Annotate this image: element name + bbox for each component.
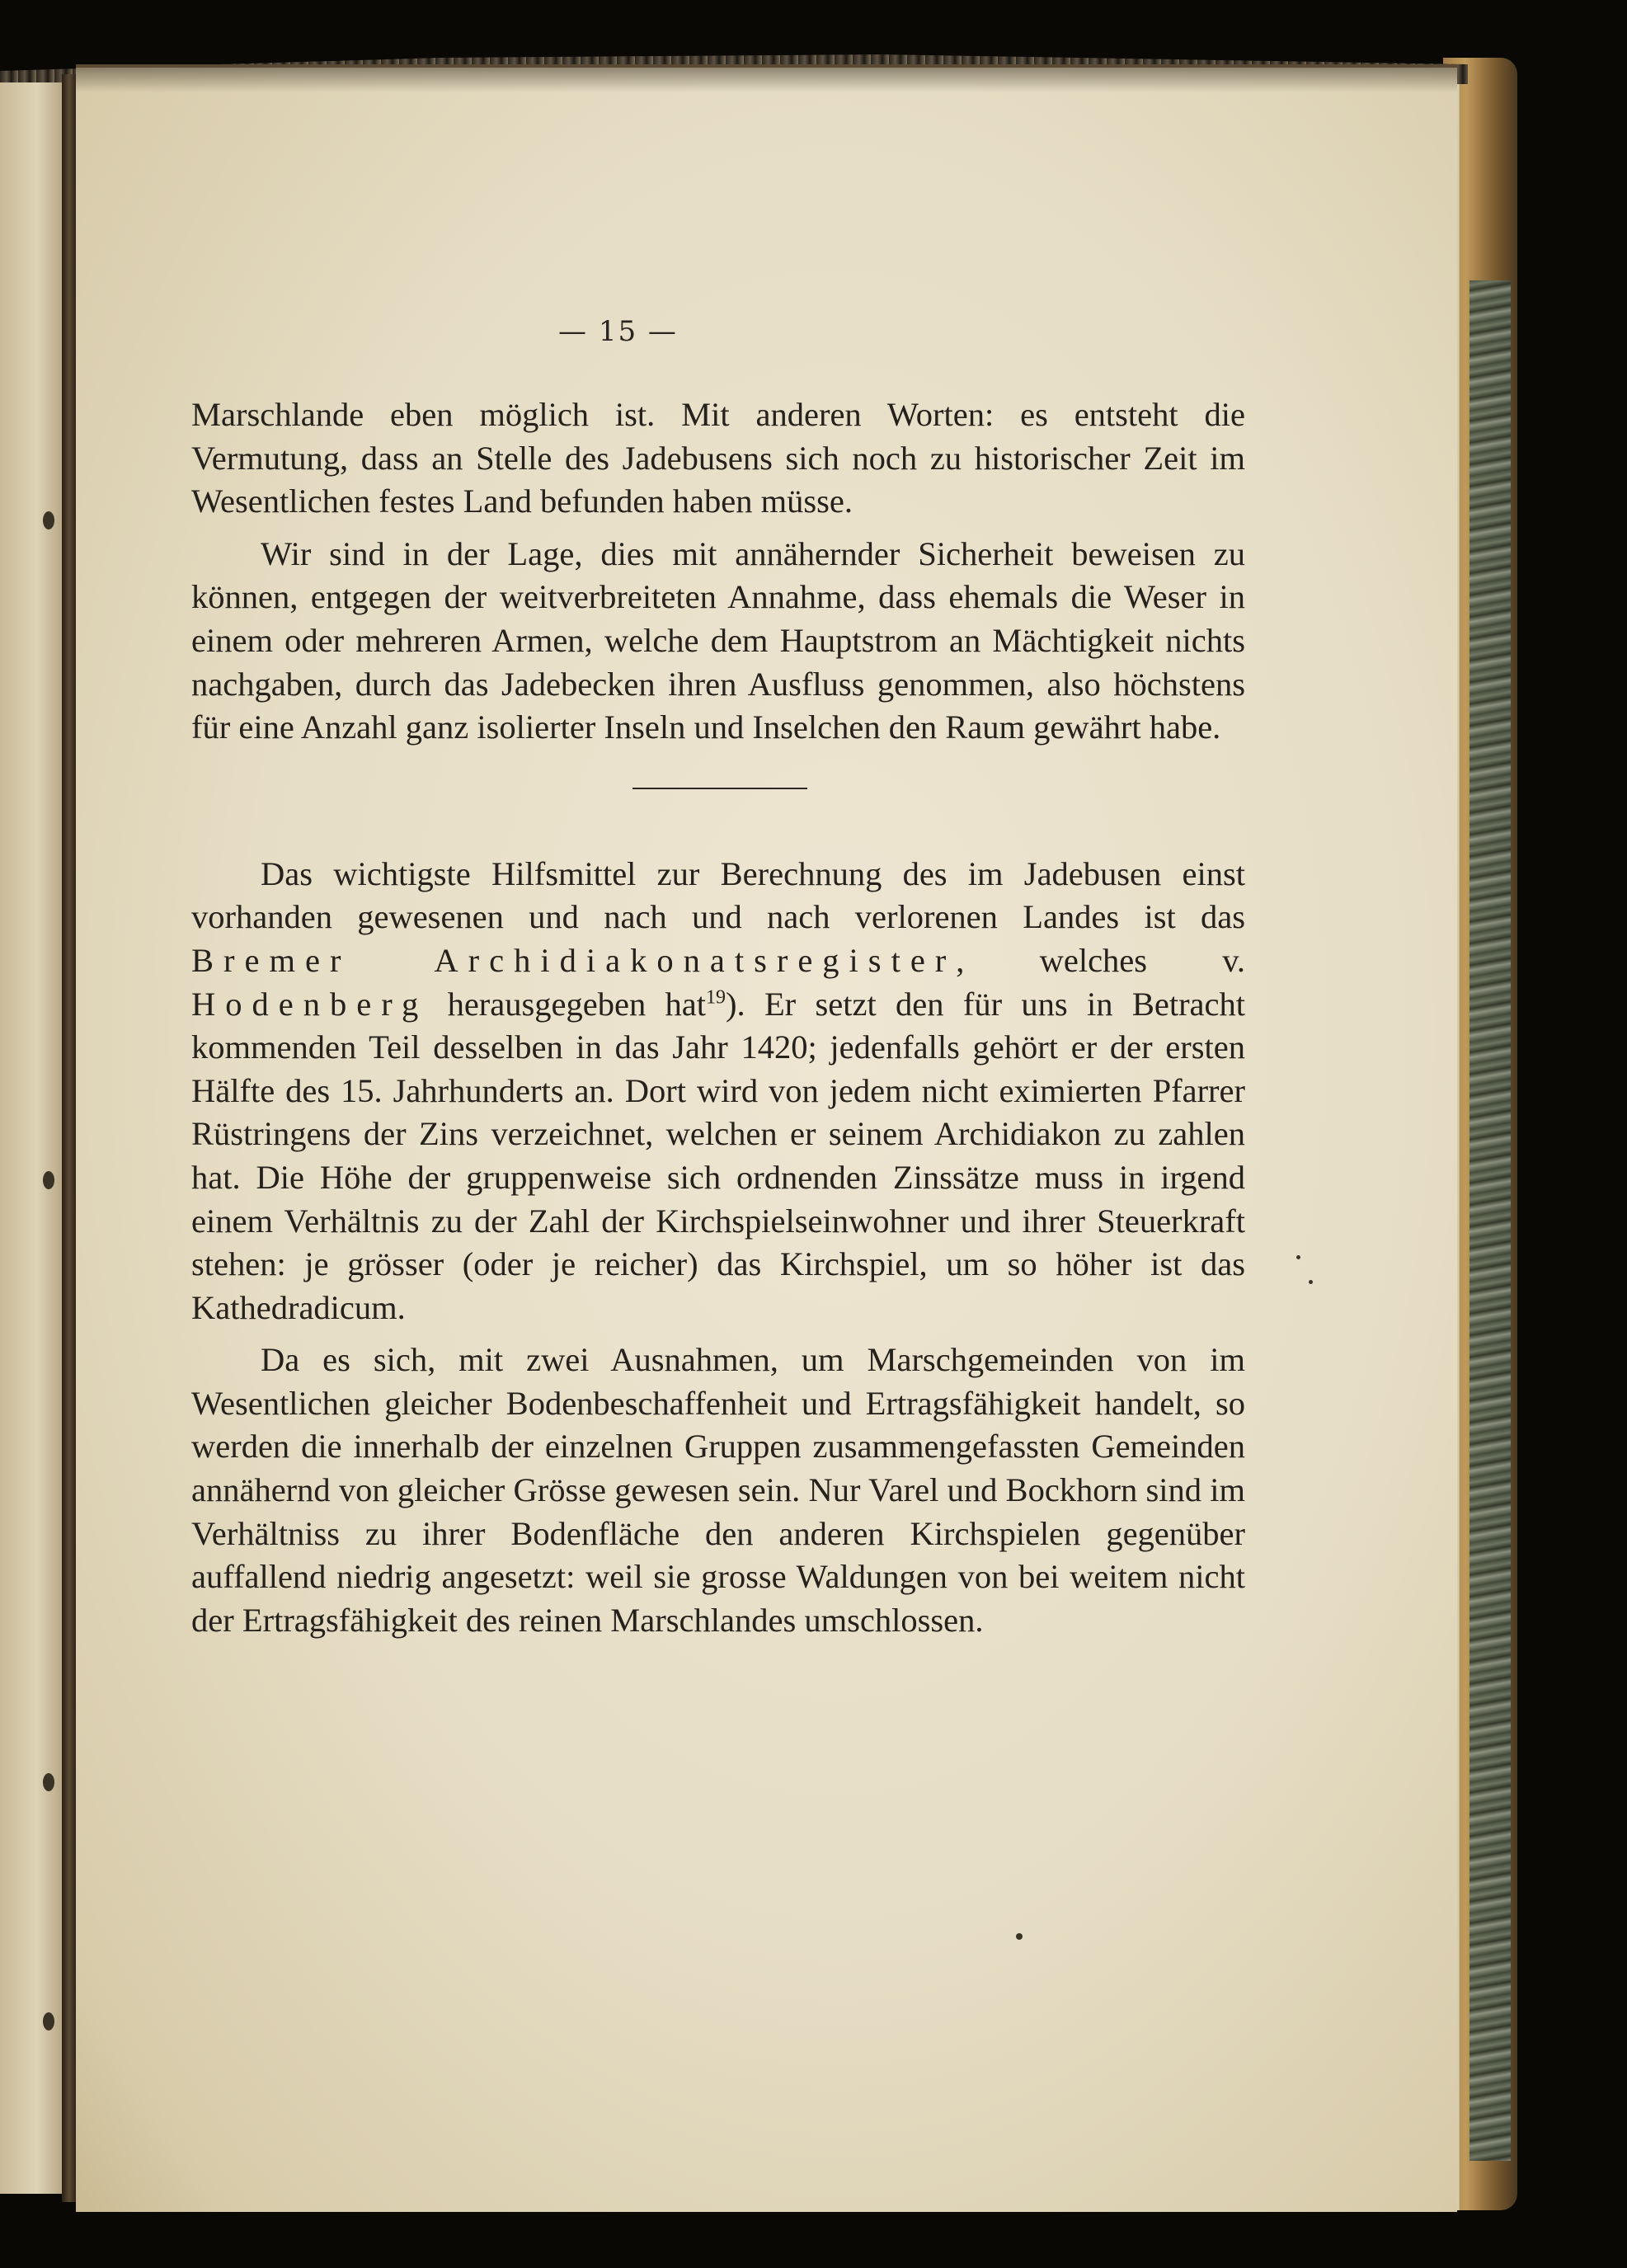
paragraph-1: Marschlande eben möglich ist. Mit anderen Worten: es entsteht die Vermutung, dass an Stelle des Jadebusens sich noch zu historischer Zeit im Wesentlichen festes Land befunden haben müsse. bbox=[191, 396, 1245, 520]
paragraph-3-text-g: ). Er setzt den für uns in Betracht kommenden Teil desselben in das Jahr 1420; jedenfalls gehört er der ersten Hälfte des 15. Jahrhunderts an. Dort wird von jedem nicht eximierten Pfarrer Rüstringens der Zins verzeichnet, welchen er seinem Archidiakon zu zahlen hat. Die Höhe der gruppenweise sich ordnenden Zinssätze muss in irgend einem Verhältnis zu der Zahl der Kirchspielseinwohner und ihrer Steuerkraft stehen: je grösser (oder je reicher) das Kirchspiel, um so höher ist das Kathedradicum. bbox=[191, 985, 1246, 1326]
ink-speck bbox=[1296, 1255, 1300, 1259]
binding-stitch bbox=[43, 2012, 54, 2030]
binding-stitch bbox=[43, 511, 54, 529]
paragraph-3-text-e: herausgegeben hat bbox=[447, 985, 706, 1023]
footnote-marker: 19 bbox=[706, 986, 726, 1009]
ink-speck bbox=[1309, 1280, 1313, 1284]
body-text bbox=[191, 393, 1245, 1642]
marbled-cover-pattern bbox=[1469, 280, 1511, 2161]
paragraph-gap bbox=[191, 1329, 1245, 1339]
paragraph-3 bbox=[191, 853, 1245, 1330]
paragraph-3-text-c: , welches v. bbox=[956, 941, 1245, 979]
binding-stitch bbox=[43, 1171, 54, 1189]
page-top-shadow bbox=[76, 68, 1457, 92]
register-title: Bremer Archidiakonatsregister bbox=[191, 941, 957, 979]
ink-speck bbox=[1016, 1933, 1023, 1940]
paragraph-3-text-a: Das wichtigste Hilfsmittel zur Berechnung des im Jadebusen einst vorhanden gewesenen und nach und nach verlorenen Landes ist das bbox=[191, 854, 1245, 936]
section-divider bbox=[632, 788, 807, 789]
book-gutter bbox=[62, 74, 77, 2202]
paragraph-2: Wir sind in der Lage, dies mit annähernder Sicherheit beweisen zu können, entgegen der weitverbreiteten Annahme, dass ehemals die Weser in einem oder mehreren Armen, welche dem Hauptstrom an Mächtigkeit nichts nachgaben, durch das Jadebecken ihren Ausfluss genommen, also höchstens für eine Anzahl ganz isolierter Inseln und Inselchen den Raum gewährt habe. bbox=[191, 534, 1245, 746]
page-number: — 15 — bbox=[558, 315, 678, 348]
book-page bbox=[76, 64, 1457, 2212]
paragraph-gap bbox=[191, 524, 1245, 533]
paragraph-4: Da es sich, mit zwei Ausnahmen, um Marschgemeinden von im Wesentlichen gleicher Bodenbeschaffenheit und Ertragsfähigkeit handelt, so werden die innerhalb der einzelnen Gruppen zusammengefassten Gemeinden annähernd von gleicher Grösse gewesen sein. Nur Varel und Bockhorn sind im Verhältniss zu ihrer Bodenfläche den anderen Kirchspielen gegenüber auffallend niedrig angesetzt: weil sie grosse Waldungen von bei weitem nicht der Ertragsfähigkeit des reinen Marschlandes umschlossen. bbox=[191, 1341, 1245, 1639]
binding-stitch bbox=[43, 1773, 54, 1791]
left-page-edge bbox=[0, 82, 64, 2194]
section-gap bbox=[191, 789, 1245, 853]
editor-name: Hodenberg bbox=[191, 985, 429, 1023]
top-dark-edge bbox=[0, 0, 1627, 62]
